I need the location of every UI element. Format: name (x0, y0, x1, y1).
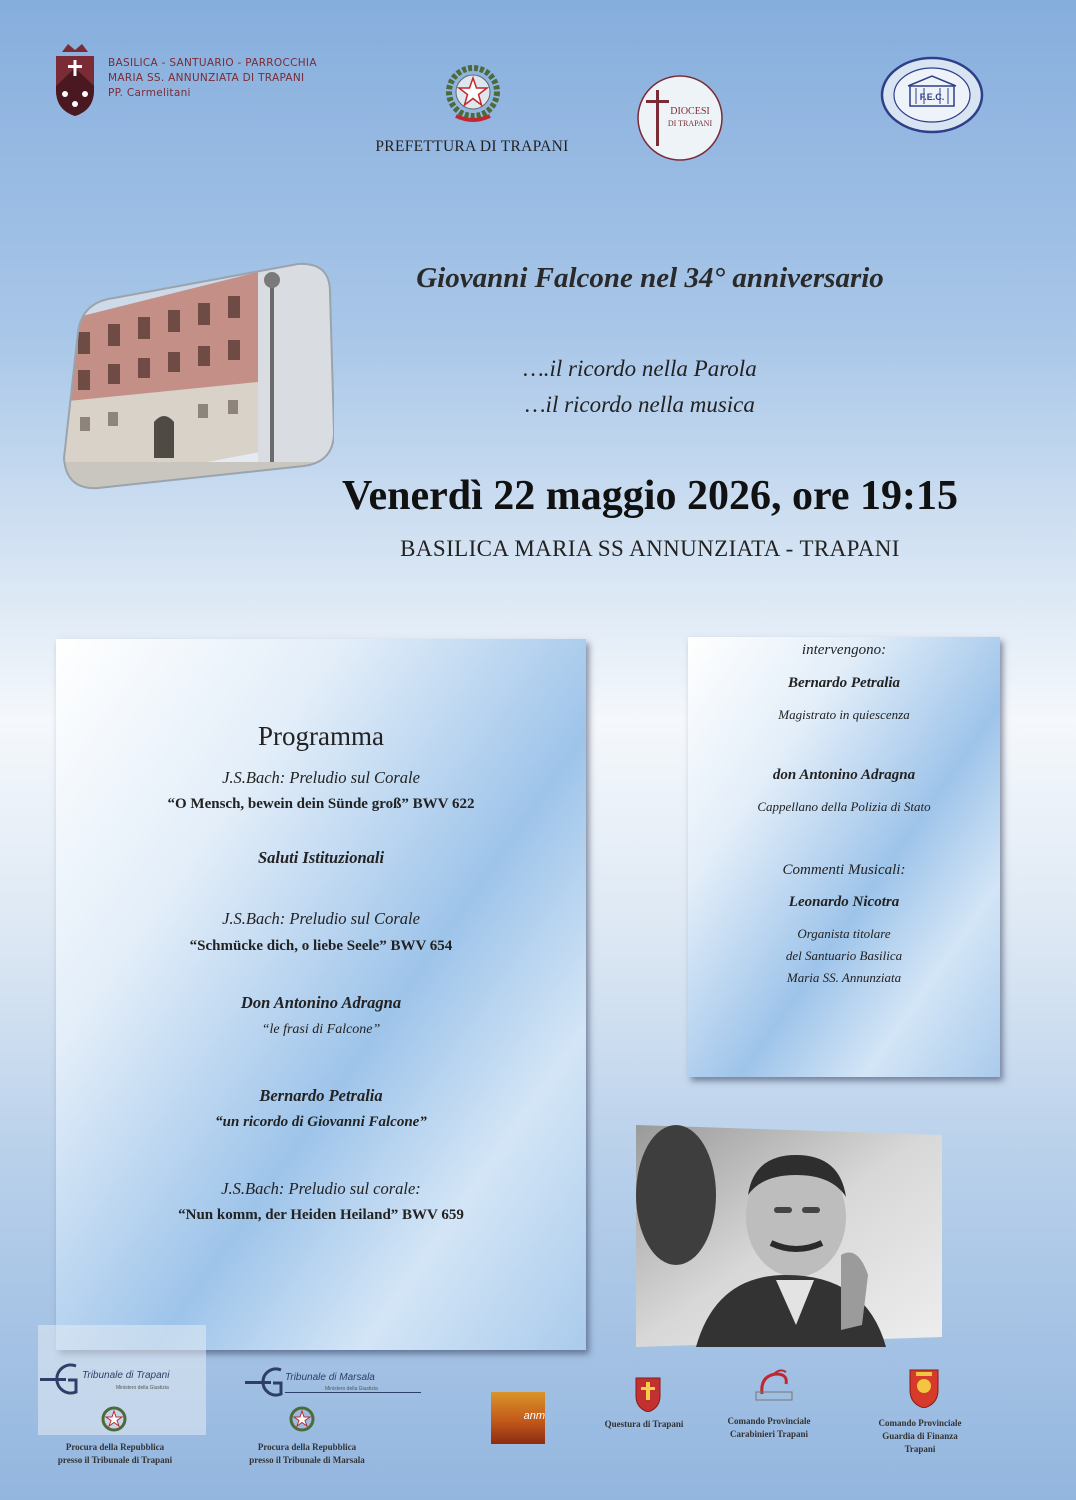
musician-role-1: Organista titolare (797, 926, 891, 941)
event-datetime: Venerdì 22 maggio 2026, ore 19:15 (342, 473, 958, 519)
speakers-intro: intervengono: (801, 642, 887, 658)
program-item-6-line-2: “Nun komm, der Heiden Heiland” BWV 659 (178, 1207, 464, 1223)
tribunale-trapani-small: Ministero della Giustizia (116, 1385, 169, 1391)
speaker-1-name: Bernardo Petralia (787, 675, 901, 691)
speakers-panel (688, 637, 1000, 1077)
program-item-6-line-1: J.S.Bach: Preludio sul corale: (221, 1179, 421, 1198)
carabinieri-caption (710, 1415, 828, 1441)
tribunale-marsala-small: Ministero della Giustizia (325, 1386, 378, 1392)
carabinieri-line-1: Comando Provinciale (727, 1416, 811, 1426)
musician-role-2: del Santuario Basilica (785, 948, 903, 963)
finanza-line-3: Trapani (904, 1444, 936, 1454)
speaker-1-role: Magistrato in quiescenza (778, 707, 910, 722)
prefettura-label: PREFETTURA DI TRAPANI (375, 138, 569, 155)
finanza-line-2: Guardia di Finanza (882, 1431, 958, 1441)
carabinieri-line-2: Carabinieri Trapani (730, 1429, 808, 1439)
event-subtitle-2: …il ricordo nella musica (525, 392, 755, 417)
musician-name: Leonardo Nicotra (788, 894, 900, 910)
procura-trapani-caption (35, 1441, 195, 1467)
program-item-3-line-1: J.S.Bach: Preludio sul Corale (222, 909, 420, 928)
anm-logo (491, 1392, 545, 1444)
procura-marsala-line-1: Procura della Repubblica (257, 1442, 357, 1452)
program-item-1-line-2: “O Mensch, bewein dein Sünde groß” BWV 622 (167, 796, 475, 812)
tribunale-trapani-logo-text: Tribunale di Trapani (82, 1370, 170, 1381)
program-item-5-line-1: Bernardo Petralia (259, 1086, 383, 1105)
basilica-name (108, 56, 317, 101)
event-subtitle-1: ….il ricordo nella Parola (523, 356, 757, 381)
polizia-shield-icon (634, 1372, 662, 1412)
fec-logo-text: F.E.C. (919, 92, 945, 102)
republic-emblem-small-icon (288, 1405, 316, 1433)
procura-marsala-line-2: presso il Tribunale di Marsala (249, 1455, 365, 1465)
diocesi-logo-text-2: DI TRAPANI (667, 119, 713, 128)
questura-caption: Questura di Trapani (604, 1419, 684, 1429)
program-item-4-line-1: Don Antonino Adragna (240, 993, 402, 1012)
program-panel (56, 639, 586, 1350)
musician-role-3: Maria SS. Annunziata (786, 970, 902, 985)
procura-marsala-caption (222, 1441, 392, 1467)
finanza-line-1: Comando Provinciale (878, 1418, 962, 1428)
diocesi-logo-text-1: DIOCESI (670, 106, 710, 117)
speaker-2-role: Cappellano della Polizia di Stato (757, 799, 931, 814)
basilica-line-3: PP. Carmelitani (108, 87, 191, 99)
program-heading: Programma (258, 721, 384, 751)
anm-logo-text: anm (523, 1410, 545, 1422)
diocesi-trapani-logo-icon (634, 72, 726, 164)
procura-trapani-line-2: presso il Tribunale di Trapani (57, 1455, 173, 1465)
basilica-line-1: BASILICA - SANTUARIO - PARROCCHIA (108, 57, 317, 69)
guardia-finanza-shield-icon (908, 1366, 940, 1408)
basilica-line-2: MARIA SS. ANNUNZIATA DI TRAPANI (108, 72, 305, 84)
event-venue: BASILICA MARIA SS ANNUNZIATA - TRAPANI (400, 536, 900, 561)
fec-logo-icon (880, 56, 984, 134)
finanza-caption (860, 1417, 980, 1456)
republic-emblem-small-icon (100, 1405, 128, 1433)
program-item-2-line-1: Saluti Istituzionali (257, 848, 385, 867)
prefettura-building-photo (58, 262, 334, 490)
basilica-crest-icon (52, 38, 98, 118)
program-item-1-line-1: J.S.Bach: Preludio sul Corale (222, 768, 420, 787)
tribunale-trapani-logo-icon (40, 1362, 210, 1396)
music-intro: Commenti Musicali: (782, 862, 906, 878)
giovanni-falcone-portrait (636, 1125, 942, 1347)
event-title: Giovanni Falcone nel 34° anniversario (416, 262, 884, 294)
procura-trapani-line-1: Procura della Repubblica (65, 1442, 165, 1452)
program-item-5-line-2: “un ricordo di Giovanni Falcone” (215, 1114, 427, 1130)
tribunale-marsala-logo-text: Tribunale di Marsala (285, 1372, 375, 1383)
italian-republic-emblem-icon (438, 58, 508, 128)
program-item-4-line-2: “le frasi di Falcone” (261, 1022, 381, 1037)
program-item-3-line-2: “Schmücke dich, o liebe Seele” BWV 654 (189, 938, 453, 954)
tribunale-marsala-logo-icon (245, 1366, 421, 1398)
carabinieri-logo-icon (752, 1368, 796, 1406)
speaker-2-name: don Antonino Adragna (772, 767, 916, 783)
